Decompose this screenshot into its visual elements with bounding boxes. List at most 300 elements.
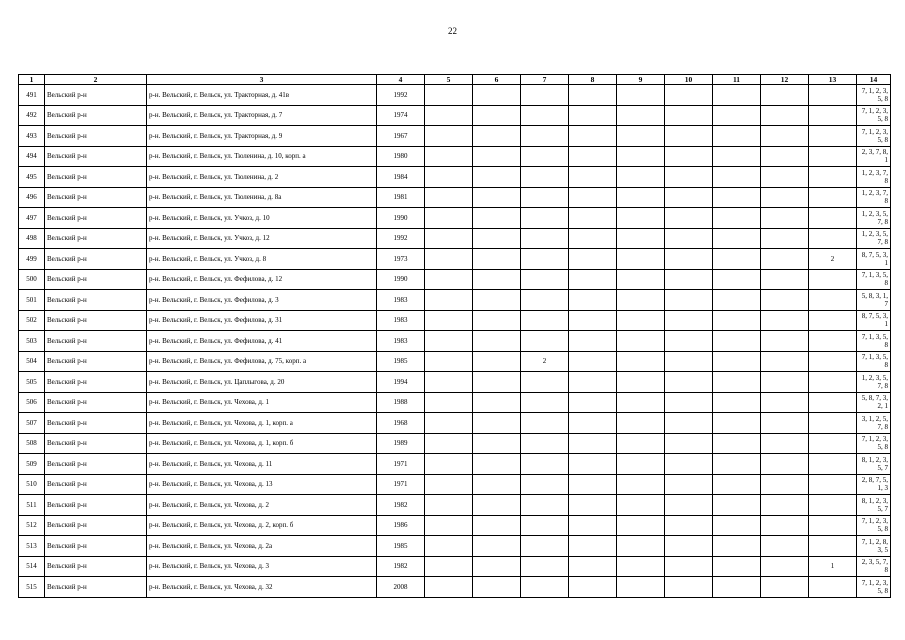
- col14-cell: 8, 1, 2, 3, 5, 7: [857, 495, 891, 516]
- year-cell: 1992: [377, 85, 425, 106]
- table-row: [19, 167, 891, 188]
- col13-cell: [809, 474, 857, 495]
- col14-cell: 5, 8, 7, 3, 2, 1: [857, 392, 891, 413]
- col7-cell: [521, 536, 569, 557]
- col6-cell: [473, 495, 521, 516]
- col6-cell: [473, 413, 521, 434]
- col11-cell: [713, 310, 761, 331]
- district-cell: Вельский р-н: [45, 85, 147, 106]
- address-cell: р-н. Вельский, г. Вельск, ул. Чехова, д. 11: [147, 454, 377, 475]
- district-cell: Вельский р-н: [45, 208, 147, 229]
- district-cell: Вельский р-н: [45, 536, 147, 557]
- year-cell: 1989: [377, 433, 425, 454]
- year-cell: 1986: [377, 515, 425, 536]
- address-cell: р-н. Вельский, г. Вельск, ул. Цаплыгова, д. 20: [147, 372, 377, 393]
- col9-cell: [617, 515, 665, 536]
- address-cell: р-н. Вельский, г. Вельск, ул. Фефилова, д. 12: [147, 269, 377, 290]
- col12-cell: [761, 146, 809, 167]
- col12-cell: [761, 126, 809, 147]
- col6-cell: [473, 474, 521, 495]
- district-cell: Вельский р-н: [45, 454, 147, 475]
- col12-cell: [761, 228, 809, 249]
- col8-cell: [569, 392, 617, 413]
- address-cell: р-н. Вельский, г. Вельск, ул. Фефилова, д. 75, корп. а: [147, 351, 377, 372]
- col13-cell: 2: [809, 249, 857, 270]
- column-header-11: 11: [713, 75, 761, 85]
- col9-cell: [617, 310, 665, 331]
- column-header-4: 4: [377, 75, 425, 85]
- address-cell: р-н. Вельский, г. Вельск, ул. Чехова, д. 1, корп. а: [147, 413, 377, 434]
- col14-cell: 7, 1, 2, 3, 5, 8: [857, 126, 891, 147]
- col11-cell: [713, 85, 761, 106]
- col7-cell: [521, 413, 569, 434]
- col11-cell: [713, 454, 761, 475]
- table-row: [19, 495, 891, 516]
- col8-cell: [569, 372, 617, 393]
- col12-cell: [761, 167, 809, 188]
- col6-cell: [473, 433, 521, 454]
- district-cell: Вельский р-н: [45, 146, 147, 167]
- table-row: [19, 249, 891, 270]
- col13-cell: [809, 126, 857, 147]
- col10-cell: [665, 351, 713, 372]
- col6-cell: [473, 351, 521, 372]
- col14-cell: 7, 1, 2, 3, 5, 8: [857, 85, 891, 106]
- col7-cell: [521, 515, 569, 536]
- table-row: [19, 126, 891, 147]
- col8-cell: [569, 290, 617, 311]
- col10-cell: [665, 433, 713, 454]
- col12-cell: [761, 433, 809, 454]
- col11-cell: [713, 556, 761, 577]
- col12-cell: [761, 556, 809, 577]
- col11-cell: [713, 208, 761, 229]
- col12-cell: [761, 577, 809, 598]
- col8-cell: [569, 310, 617, 331]
- col10-cell: [665, 536, 713, 557]
- col7-cell: [521, 146, 569, 167]
- address-cell: р-н. Вельский, г. Вельск, ул. Чехова, д. 32: [147, 577, 377, 598]
- col13-cell: [809, 331, 857, 352]
- row-number: 509: [19, 454, 45, 475]
- address-cell: р-н. Вельский, г. Вельск, ул. Тюленина, д. 8а: [147, 187, 377, 208]
- col10-cell: [665, 269, 713, 290]
- row-number: 492: [19, 105, 45, 126]
- col9-cell: [617, 413, 665, 434]
- col11-cell: [713, 187, 761, 208]
- col11-cell: [713, 515, 761, 536]
- col5-cell: [425, 413, 473, 434]
- address-cell: р-н. Вельский, г. Вельск, ул. Фефилова, д. 3: [147, 290, 377, 311]
- col6-cell: [473, 515, 521, 536]
- col5-cell: [425, 515, 473, 536]
- address-cell: р-н. Вельский, г. Вельск, ул. Фефилова, д. 31: [147, 310, 377, 331]
- col14-cell: 8, 1, 2, 3, 5, 7: [857, 454, 891, 475]
- col13-cell: 1: [809, 556, 857, 577]
- year-cell: 1971: [377, 474, 425, 495]
- address-cell: р-н. Вельский, г. Вельск, ул. Тюленина, д. 2: [147, 167, 377, 188]
- col5-cell: [425, 167, 473, 188]
- col11-cell: [713, 536, 761, 557]
- row-number: 513: [19, 536, 45, 557]
- address-cell: р-н. Вельский, г. Вельск, ул. Чехова, д. 2а: [147, 536, 377, 557]
- year-cell: 1990: [377, 269, 425, 290]
- col13-cell: [809, 372, 857, 393]
- col13-cell: [809, 577, 857, 598]
- col6-cell: [473, 310, 521, 331]
- year-cell: 2008: [377, 577, 425, 598]
- table-row: [19, 536, 891, 557]
- col5-cell: [425, 351, 473, 372]
- row-number: 510: [19, 474, 45, 495]
- col5-cell: [425, 126, 473, 147]
- col10-cell: [665, 577, 713, 598]
- col7-cell: [521, 372, 569, 393]
- col8-cell: [569, 454, 617, 475]
- col9-cell: [617, 474, 665, 495]
- row-number: 514: [19, 556, 45, 577]
- col11-cell: [713, 331, 761, 352]
- col12-cell: [761, 413, 809, 434]
- col7-cell: [521, 454, 569, 475]
- address-cell: р-н. Вельский, г. Вельск, ул. Чехова, д. 2: [147, 495, 377, 516]
- col6-cell: [473, 536, 521, 557]
- column-header-3: 3: [147, 75, 377, 85]
- year-cell: 1974: [377, 105, 425, 126]
- col9-cell: [617, 495, 665, 516]
- col11-cell: [713, 372, 761, 393]
- district-cell: Вельский р-н: [45, 290, 147, 311]
- col6-cell: [473, 577, 521, 598]
- table-row: [19, 208, 891, 229]
- col7-cell: [521, 331, 569, 352]
- column-header-14: 14: [857, 75, 891, 85]
- row-number: 494: [19, 146, 45, 167]
- year-cell: 1973: [377, 249, 425, 270]
- col13-cell: [809, 413, 857, 434]
- col13-cell: [809, 146, 857, 167]
- col12-cell: [761, 269, 809, 290]
- col11-cell: [713, 105, 761, 126]
- year-cell: 1983: [377, 331, 425, 352]
- col7-cell: [521, 290, 569, 311]
- address-cell: р-н. Вельский, г. Вельск, ул. Тракторная, д. 41в: [147, 85, 377, 106]
- col9-cell: [617, 351, 665, 372]
- col5-cell: [425, 454, 473, 475]
- col13-cell: [809, 392, 857, 413]
- column-header-10: 10: [665, 75, 713, 85]
- col7-cell: [521, 126, 569, 147]
- col9-cell: [617, 146, 665, 167]
- col5-cell: [425, 392, 473, 413]
- address-cell: р-н. Вельский, г. Вельск, ул. Чехова, д. 1: [147, 392, 377, 413]
- col10-cell: [665, 392, 713, 413]
- col10-cell: [665, 208, 713, 229]
- col7-cell: [521, 556, 569, 577]
- col14-cell: 1, 2, 3, 5, 7, 8: [857, 372, 891, 393]
- column-header-6: 6: [473, 75, 521, 85]
- year-cell: 1985: [377, 351, 425, 372]
- col10-cell: [665, 105, 713, 126]
- col6-cell: [473, 85, 521, 106]
- col13-cell: [809, 85, 857, 106]
- col12-cell: [761, 474, 809, 495]
- column-header-2: 2: [45, 75, 147, 85]
- col8-cell: [569, 269, 617, 290]
- registry-table: [18, 74, 891, 598]
- address-cell: р-н. Вельский, г. Вельск, ул. Чехова, д. 13: [147, 474, 377, 495]
- col14-cell: 7, 1, 2, 8, 3, 5: [857, 536, 891, 557]
- table-row: [19, 577, 891, 598]
- col14-cell: 8, 7, 5, 3, 1: [857, 249, 891, 270]
- row-number: 500: [19, 269, 45, 290]
- col7-cell: [521, 310, 569, 331]
- col11-cell: [713, 433, 761, 454]
- col14-cell: 3, 1, 2, 5, 7, 8: [857, 413, 891, 434]
- table-row: [19, 392, 891, 413]
- col9-cell: [617, 331, 665, 352]
- address-cell: р-н. Вельский, г. Вельск, ул. Чехова, д. 3: [147, 556, 377, 577]
- col10-cell: [665, 290, 713, 311]
- col9-cell: [617, 249, 665, 270]
- col6-cell: [473, 372, 521, 393]
- col9-cell: [617, 536, 665, 557]
- col8-cell: [569, 433, 617, 454]
- col10-cell: [665, 454, 713, 475]
- district-cell: Вельский р-н: [45, 577, 147, 598]
- row-number: 496: [19, 187, 45, 208]
- col5-cell: [425, 208, 473, 229]
- column-header-1: 1: [19, 75, 45, 85]
- row-number: 505: [19, 372, 45, 393]
- col11-cell: [713, 249, 761, 270]
- col12-cell: [761, 249, 809, 270]
- col6-cell: [473, 187, 521, 208]
- col12-cell: [761, 105, 809, 126]
- col13-cell: [809, 269, 857, 290]
- col7-cell: [521, 433, 569, 454]
- row-number: 504: [19, 351, 45, 372]
- col14-cell: 7, 1, 2, 3, 5, 8: [857, 577, 891, 598]
- address-cell: р-н. Вельский, г. Вельск, ул. Тюленина, д. 10, корп. а: [147, 146, 377, 167]
- col11-cell: [713, 495, 761, 516]
- col7-cell: [521, 577, 569, 598]
- col5-cell: [425, 146, 473, 167]
- col8-cell: [569, 331, 617, 352]
- col9-cell: [617, 126, 665, 147]
- district-cell: Вельский р-н: [45, 372, 147, 393]
- col14-cell: 7, 1, 3, 5, 8: [857, 351, 891, 372]
- table-row: [19, 454, 891, 475]
- col10-cell: [665, 331, 713, 352]
- col14-cell: 2, 3, 5, 7, 8: [857, 556, 891, 577]
- col6-cell: [473, 167, 521, 188]
- address-cell: р-н. Вельский, г. Вельск, ул. Учкоз, д. 8: [147, 249, 377, 270]
- col8-cell: [569, 167, 617, 188]
- year-cell: 1984: [377, 167, 425, 188]
- col10-cell: [665, 126, 713, 147]
- col14-cell: 7, 1, 2, 3, 5, 8: [857, 433, 891, 454]
- col7-cell: [521, 228, 569, 249]
- address-cell: р-н. Вельский, г. Вельск, ул. Тракторная, д. 9: [147, 126, 377, 147]
- col8-cell: [569, 495, 617, 516]
- col6-cell: [473, 228, 521, 249]
- col11-cell: [713, 351, 761, 372]
- district-cell: Вельский р-н: [45, 392, 147, 413]
- col5-cell: [425, 105, 473, 126]
- row-number: 491: [19, 85, 45, 106]
- row-number: 512: [19, 515, 45, 536]
- row-number: 507: [19, 413, 45, 434]
- col6-cell: [473, 146, 521, 167]
- district-cell: Вельский р-н: [45, 556, 147, 577]
- table-row: [19, 269, 891, 290]
- col10-cell: [665, 146, 713, 167]
- row-number: 506: [19, 392, 45, 413]
- col5-cell: [425, 331, 473, 352]
- col7-cell: [521, 105, 569, 126]
- district-cell: Вельский р-н: [45, 331, 147, 352]
- col13-cell: [809, 187, 857, 208]
- col14-cell: 7, 1, 2, 3, 5, 8: [857, 515, 891, 536]
- col13-cell: [809, 167, 857, 188]
- col7-cell: [521, 474, 569, 495]
- col13-cell: [809, 536, 857, 557]
- col5-cell: [425, 249, 473, 270]
- col5-cell: [425, 577, 473, 598]
- table-row: [19, 351, 891, 372]
- col10-cell: [665, 515, 713, 536]
- row-number: 501: [19, 290, 45, 311]
- col5-cell: [425, 310, 473, 331]
- col12-cell: [761, 351, 809, 372]
- col5-cell: [425, 187, 473, 208]
- page-number: 22: [448, 26, 457, 36]
- col12-cell: [761, 536, 809, 557]
- col14-cell: 1, 2, 3, 7, 8: [857, 167, 891, 188]
- address-cell: р-н. Вельский, г. Вельск, ул. Чехова, д. 2, корп. б: [147, 515, 377, 536]
- col12-cell: [761, 290, 809, 311]
- col14-cell: 2, 8, 7, 5, 1, 3: [857, 474, 891, 495]
- col13-cell: [809, 290, 857, 311]
- col8-cell: [569, 146, 617, 167]
- col11-cell: [713, 126, 761, 147]
- year-cell: 1983: [377, 290, 425, 311]
- table-row: [19, 331, 891, 352]
- year-cell: 1982: [377, 556, 425, 577]
- table-row: [19, 474, 891, 495]
- col9-cell: [617, 208, 665, 229]
- col9-cell: [617, 372, 665, 393]
- col13-cell: [809, 454, 857, 475]
- year-cell: 1994: [377, 372, 425, 393]
- table-row: [19, 433, 891, 454]
- col8-cell: [569, 85, 617, 106]
- district-cell: Вельский р-н: [45, 351, 147, 372]
- col11-cell: [713, 269, 761, 290]
- district-cell: Вельский р-н: [45, 167, 147, 188]
- col5-cell: [425, 556, 473, 577]
- column-header-9: 9: [617, 75, 665, 85]
- year-cell: 1988: [377, 392, 425, 413]
- col6-cell: [473, 454, 521, 475]
- address-cell: р-н. Вельский, г. Вельск, ул. Учкоз, д. 10: [147, 208, 377, 229]
- column-header-5: 5: [425, 75, 473, 85]
- col8-cell: [569, 577, 617, 598]
- year-cell: 1968: [377, 413, 425, 434]
- col10-cell: [665, 413, 713, 434]
- col10-cell: [665, 187, 713, 208]
- col8-cell: [569, 187, 617, 208]
- col8-cell: [569, 556, 617, 577]
- col7-cell: 2: [521, 351, 569, 372]
- year-cell: 1985: [377, 536, 425, 557]
- col6-cell: [473, 392, 521, 413]
- col8-cell: [569, 413, 617, 434]
- col9-cell: [617, 577, 665, 598]
- col7-cell: [521, 392, 569, 413]
- col14-cell: 5, 8, 3, 1, 7: [857, 290, 891, 311]
- district-cell: Вельский р-н: [45, 187, 147, 208]
- col13-cell: [809, 351, 857, 372]
- col13-cell: [809, 105, 857, 126]
- col5-cell: [425, 290, 473, 311]
- district-cell: Вельский р-н: [45, 269, 147, 290]
- col5-cell: [425, 85, 473, 106]
- col10-cell: [665, 228, 713, 249]
- row-number: 493: [19, 126, 45, 147]
- col5-cell: [425, 495, 473, 516]
- col14-cell: 7, 1, 2, 3, 5, 8: [857, 105, 891, 126]
- col8-cell: [569, 515, 617, 536]
- district-cell: Вельский р-н: [45, 310, 147, 331]
- table-row: [19, 105, 891, 126]
- table-row: [19, 515, 891, 536]
- col7-cell: [521, 269, 569, 290]
- col14-cell: 7, 1, 3, 5, 8: [857, 269, 891, 290]
- table-row: [19, 146, 891, 167]
- col5-cell: [425, 474, 473, 495]
- year-cell: 1981: [377, 187, 425, 208]
- col8-cell: [569, 351, 617, 372]
- col9-cell: [617, 228, 665, 249]
- col9-cell: [617, 167, 665, 188]
- year-cell: 1967: [377, 126, 425, 147]
- col6-cell: [473, 331, 521, 352]
- col8-cell: [569, 249, 617, 270]
- row-number: 495: [19, 167, 45, 188]
- col12-cell: [761, 208, 809, 229]
- col7-cell: [521, 167, 569, 188]
- col6-cell: [473, 105, 521, 126]
- table-row: [19, 310, 891, 331]
- col12-cell: [761, 187, 809, 208]
- table-row: [19, 372, 891, 393]
- district-cell: Вельский р-н: [45, 105, 147, 126]
- col12-cell: [761, 392, 809, 413]
- district-cell: Вельский р-н: [45, 515, 147, 536]
- col11-cell: [713, 392, 761, 413]
- row-number: 515: [19, 577, 45, 598]
- col10-cell: [665, 372, 713, 393]
- col9-cell: [617, 556, 665, 577]
- col13-cell: [809, 310, 857, 331]
- address-cell: р-н. Вельский, г. Вельск, ул. Тракторная, д. 7: [147, 105, 377, 126]
- column-header-13: 13: [809, 75, 857, 85]
- col10-cell: [665, 495, 713, 516]
- table-row: [19, 85, 891, 106]
- col12-cell: [761, 372, 809, 393]
